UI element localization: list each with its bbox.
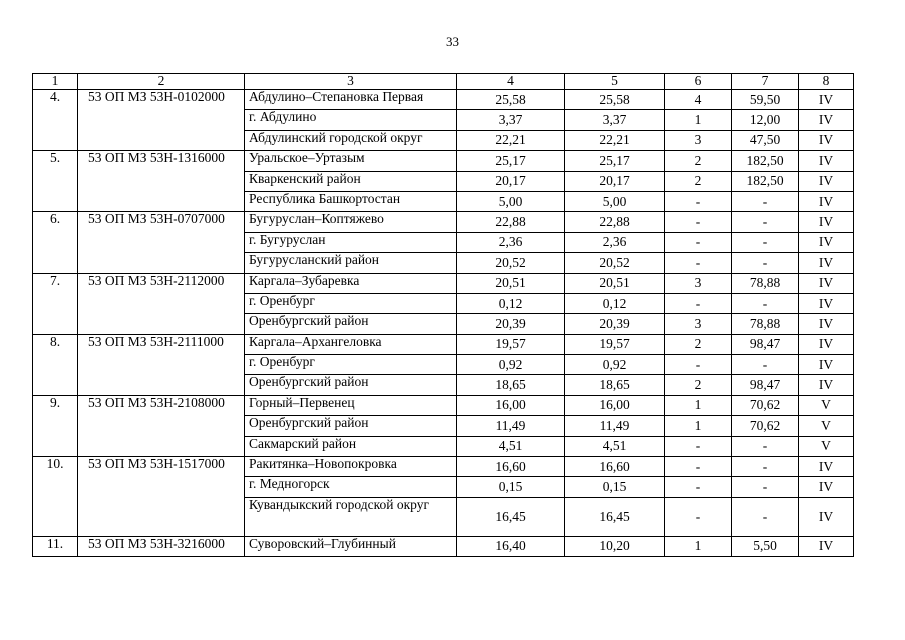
area-value: 5,50 — [732, 536, 799, 556]
area-value: 12,00 — [732, 110, 799, 130]
length-total: 11,49 — [457, 416, 565, 436]
category-value: IV — [799, 130, 854, 150]
header-cell: 8 — [799, 74, 854, 90]
category-value: IV — [799, 253, 854, 273]
header-row — [33, 74, 854, 90]
row-number: 8. — [33, 334, 78, 395]
count-value: - — [665, 497, 732, 536]
segment-name: Оренбургский район — [245, 375, 457, 395]
table-body — [33, 74, 854, 557]
category-value: IV — [799, 334, 854, 354]
segment-name: Уральское–Уртазым — [245, 151, 457, 171]
length-total: 20,17 — [457, 171, 565, 191]
page-number: 33 — [446, 34, 459, 49]
area-value: 182,50 — [732, 171, 799, 191]
count-value: - — [665, 457, 732, 477]
roads-table — [32, 73, 854, 557]
length-total: 25,17 — [457, 151, 565, 171]
header-cell: 6 — [665, 74, 732, 90]
segment-name: Сакмарский район — [245, 436, 457, 456]
count-value: - — [665, 477, 732, 497]
table-row — [33, 457, 854, 477]
segment-name: Республика Башкортостан — [245, 191, 457, 211]
length-value: 0,15 — [565, 477, 665, 497]
area-value: - — [732, 293, 799, 313]
segment-name: г. Оренбург — [245, 355, 457, 375]
segment-name: Бугурусланский район — [245, 253, 457, 273]
count-value: - — [665, 253, 732, 273]
header-cell: 1 — [33, 74, 78, 90]
area-value: 78,88 — [732, 273, 799, 293]
segment-name: Горный–Первенец — [245, 395, 457, 415]
area-value: - — [732, 253, 799, 273]
category-value: IV — [799, 232, 854, 252]
header-cell: 2 — [78, 74, 245, 90]
category-value: IV — [799, 110, 854, 130]
category-value: V — [799, 436, 854, 456]
segment-name: Бугуруслан–Коптяжево — [245, 212, 457, 232]
length-total: 4,51 — [457, 436, 565, 456]
segment-name: г. Абдулино — [245, 110, 457, 130]
header-cell: 5 — [565, 74, 665, 90]
table-row — [33, 536, 854, 556]
category-value: IV — [799, 536, 854, 556]
count-value: 2 — [665, 171, 732, 191]
length-total: 0,92 — [457, 355, 565, 375]
length-value: 0,12 — [565, 293, 665, 313]
area-value: 70,62 — [732, 416, 799, 436]
count-value: - — [665, 191, 732, 211]
count-value: 1 — [665, 110, 732, 130]
road-code: 53 ОП МЗ 53Н-3216000 — [78, 536, 245, 556]
segment-name: Абдулино–Степановка Первая — [245, 90, 457, 110]
length-total: 0,12 — [457, 293, 565, 313]
count-value: 1 — [665, 416, 732, 436]
header-cell: 3 — [245, 74, 457, 90]
length-value: 10,20 — [565, 536, 665, 556]
segment-name: Оренбургский район — [245, 314, 457, 334]
length-value: 22,21 — [565, 130, 665, 150]
area-value: 98,47 — [732, 334, 799, 354]
segment-name: Кваркенский район — [245, 171, 457, 191]
category-value: IV — [799, 497, 854, 536]
count-value: - — [665, 232, 732, 252]
category-value: IV — [799, 273, 854, 293]
road-code: 53 ОП МЗ 53Н-0707000 — [78, 212, 245, 273]
table-row — [33, 334, 854, 354]
length-value: 20,17 — [565, 171, 665, 191]
table-row — [33, 151, 854, 171]
row-number: 6. — [33, 212, 78, 273]
segment-name: Каргала–Зубаревка — [245, 273, 457, 293]
count-value: - — [665, 355, 732, 375]
length-total: 20,51 — [457, 273, 565, 293]
segment-name: Оренбургский район — [245, 416, 457, 436]
area-value: - — [732, 191, 799, 211]
area-value: - — [732, 436, 799, 456]
area-value: 182,50 — [732, 151, 799, 171]
count-value: 1 — [665, 536, 732, 556]
count-value: - — [665, 436, 732, 456]
length-value: 25,58 — [565, 90, 665, 110]
length-value: 22,88 — [565, 212, 665, 232]
segment-name: Каргала–Архангеловка — [245, 334, 457, 354]
segment-name: г. Оренбург — [245, 293, 457, 313]
length-value: 16,60 — [565, 457, 665, 477]
length-value: 0,92 — [565, 355, 665, 375]
area-value: - — [732, 457, 799, 477]
category-value: IV — [799, 457, 854, 477]
table-row — [33, 212, 854, 232]
area-value: - — [732, 212, 799, 232]
length-total: 25,58 — [457, 90, 565, 110]
row-number: 5. — [33, 151, 78, 212]
header-cell: 4 — [457, 74, 565, 90]
length-value: 4,51 — [565, 436, 665, 456]
count-value: 2 — [665, 375, 732, 395]
length-total: 16,40 — [457, 536, 565, 556]
header-cell: 7 — [732, 74, 799, 90]
road-code: 53 ОП МЗ 53Н-0102000 — [78, 90, 245, 151]
row-number: 11. — [33, 536, 78, 556]
length-value: 20,52 — [565, 253, 665, 273]
area-value: - — [732, 355, 799, 375]
row-number: 10. — [33, 457, 78, 537]
length-total: 22,88 — [457, 212, 565, 232]
length-total: 16,60 — [457, 457, 565, 477]
length-value: 20,39 — [565, 314, 665, 334]
count-value: 4 — [665, 90, 732, 110]
category-value: IV — [799, 171, 854, 191]
category-value: IV — [799, 212, 854, 232]
category-value: IV — [799, 191, 854, 211]
area-value: 78,88 — [732, 314, 799, 334]
road-code: 53 ОП МЗ 53Н-2111000 — [78, 334, 245, 395]
length-total: 20,52 — [457, 253, 565, 273]
count-value: 3 — [665, 273, 732, 293]
category-value: V — [799, 395, 854, 415]
category-value: IV — [799, 314, 854, 334]
table-row — [33, 273, 854, 293]
length-value: 20,51 — [565, 273, 665, 293]
category-value: IV — [799, 90, 854, 110]
area-value: - — [732, 477, 799, 497]
road-code: 53 ОП МЗ 53Н-1517000 — [78, 457, 245, 537]
length-total: 20,39 — [457, 314, 565, 334]
length-value: 16,45 — [565, 497, 665, 536]
segment-name: Абдулинский городской округ — [245, 130, 457, 150]
length-value: 18,65 — [565, 375, 665, 395]
length-total: 22,21 — [457, 130, 565, 150]
segment-name: Ракитянка–Новопокровка — [245, 457, 457, 477]
table-row — [33, 395, 854, 415]
length-value: 11,49 — [565, 416, 665, 436]
length-value: 19,57 — [565, 334, 665, 354]
length-value: 25,17 — [565, 151, 665, 171]
length-total: 5,00 — [457, 191, 565, 211]
area-value: - — [732, 497, 799, 536]
road-code: 53 ОП МЗ 53Н-2112000 — [78, 273, 245, 334]
row-number: 7. — [33, 273, 78, 334]
category-value: IV — [799, 151, 854, 171]
count-value: 1 — [665, 395, 732, 415]
category-value: IV — [799, 375, 854, 395]
area-value: 98,47 — [732, 375, 799, 395]
length-value: 2,36 — [565, 232, 665, 252]
area-value: - — [732, 232, 799, 252]
area-value: 47,50 — [732, 130, 799, 150]
segment-name: Кувандыкский городской округ — [245, 497, 457, 536]
length-total: 18,65 — [457, 375, 565, 395]
segment-name: г. Бугуруслан — [245, 232, 457, 252]
segment-name: Суворовский–Глубинный — [245, 536, 457, 556]
area-value: 70,62 — [732, 395, 799, 415]
category-value: V — [799, 416, 854, 436]
table-row — [33, 90, 854, 110]
category-value: IV — [799, 293, 854, 313]
length-total: 16,45 — [457, 497, 565, 536]
count-value: 2 — [665, 151, 732, 171]
length-total: 16,00 — [457, 395, 565, 415]
area-value: 59,50 — [732, 90, 799, 110]
row-number: 9. — [33, 395, 78, 456]
length-value: 3,37 — [565, 110, 665, 130]
row-number: 4. — [33, 90, 78, 151]
road-code: 53 ОП МЗ 53Н-2108000 — [78, 395, 245, 456]
segment-name: г. Медногорск — [245, 477, 457, 497]
length-total: 19,57 — [457, 334, 565, 354]
road-code: 53 ОП МЗ 53Н-1316000 — [78, 151, 245, 212]
length-total: 0,15 — [457, 477, 565, 497]
length-total: 3,37 — [457, 110, 565, 130]
length-value: 5,00 — [565, 191, 665, 211]
category-value: IV — [799, 355, 854, 375]
count-value: - — [665, 293, 732, 313]
count-value: 3 — [665, 130, 732, 150]
count-value: - — [665, 212, 732, 232]
category-value: IV — [799, 477, 854, 497]
count-value: 3 — [665, 314, 732, 334]
length-value: 16,00 — [565, 395, 665, 415]
length-total: 2,36 — [457, 232, 565, 252]
count-value: 2 — [665, 334, 732, 354]
